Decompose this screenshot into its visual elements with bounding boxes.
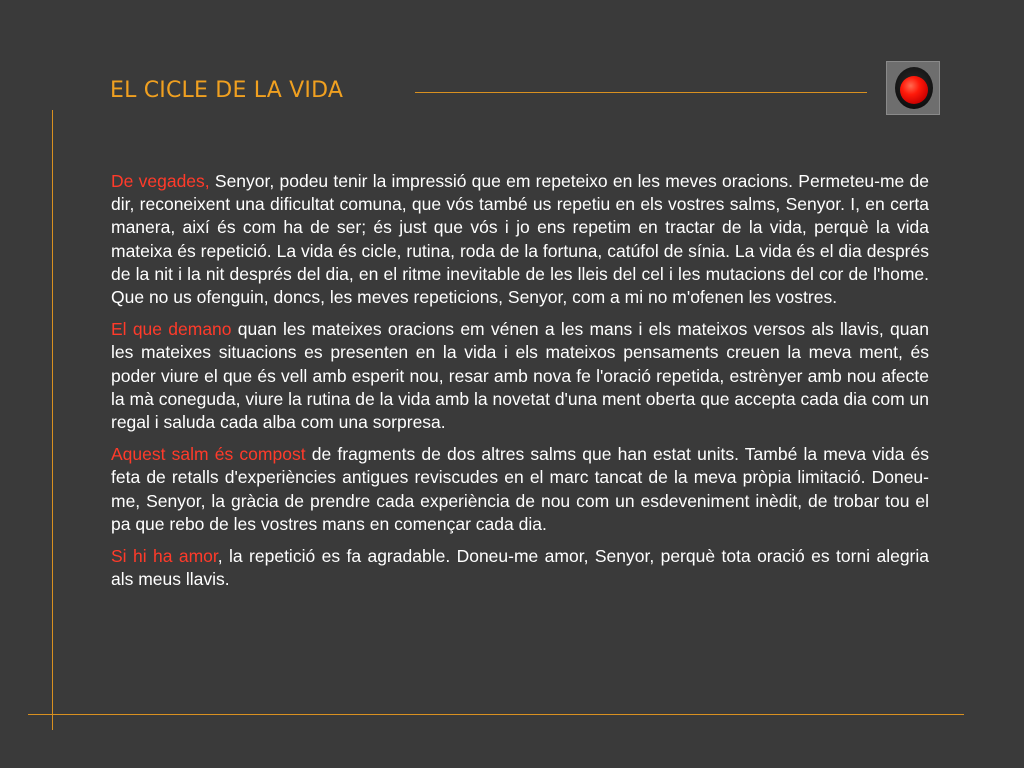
slide-body bbox=[111, 170, 929, 600]
paragraph-2-text: quan les mateixes oracions em vénen a les mans i els mateixos versos als llavis, quan les mateixes situacions es presenten en la vida i els mateixos pensaments creuen la meva ment, és poder viure el que és vell amb esperit nou, resar amb nova fe l'oració repetida, estrènyer amb nou afecte la mà coneguda, viure la rutina de la vida amb la novetat d'una ment oberta que accepta cada dia com un regal i saluda cada alba com una sorpresa. bbox=[111, 319, 929, 433]
left-vertical-divider bbox=[52, 110, 53, 730]
paragraph-2 bbox=[111, 318, 929, 434]
bottom-divider bbox=[28, 714, 964, 715]
record-button[interactable] bbox=[886, 61, 940, 115]
paragraph-1-text: Senyor, podeu tenir la impressió que em repeteixo en les meves oracions. Permeteu-me de dir, reconeixent una dificultat comuna, que vós també us repetiu en els vostres salms, Senyor. I, en certa manera, així és com ha de ser; és just que vós i jo ens repetim en tractar de la vida, perquè la vida mateixa és repetició. La vida és cicle, rutina, roda de la fortuna, catúfol de sínia. La vida és el dia després de la nit i la nit després del dia, en el ritme inevitable de les lleis del cel i les mutacions del cor de l'home. Que no us ofenguin, doncs, les meves repeticions, Senyor, com a mi no m'ofenen les vostres. bbox=[111, 171, 930, 308]
paragraph-3-lead: Aquest salm és compost bbox=[111, 444, 306, 465]
paragraph-4 bbox=[111, 545, 929, 591]
paragraph-4-text: , la repetició es fa agradable. Doneu-me amor, Senyor, perquè tota oració es torni alegria als meus llavis. bbox=[111, 546, 929, 590]
paragraph-1-lead: De vegades, bbox=[111, 171, 210, 191]
paragraph-3 bbox=[111, 443, 929, 536]
title-divider bbox=[415, 92, 867, 93]
red-record-button-icon bbox=[900, 76, 928, 104]
slide-title: EL CICLE DE LA VIDA bbox=[110, 78, 344, 103]
paragraph-2-lead: El que demano bbox=[111, 319, 232, 340]
paragraph-1 bbox=[111, 170, 929, 309]
paragraph-4-lead: Si hi ha amor bbox=[111, 546, 218, 567]
paragraph-3-text: de fragments de dos altres salms que han estat units. També la meva vida és feta de retalls d'experiències antigues reviscudes en el marc tancat de la meva pròpia limitació. Doneu-me, Senyor, la gràcia de prendre cada experiència de nou com un esdeveniment inèdit, de trobar tou el pa que rebo de les vostres mans en començar cada dia. bbox=[111, 444, 930, 534]
